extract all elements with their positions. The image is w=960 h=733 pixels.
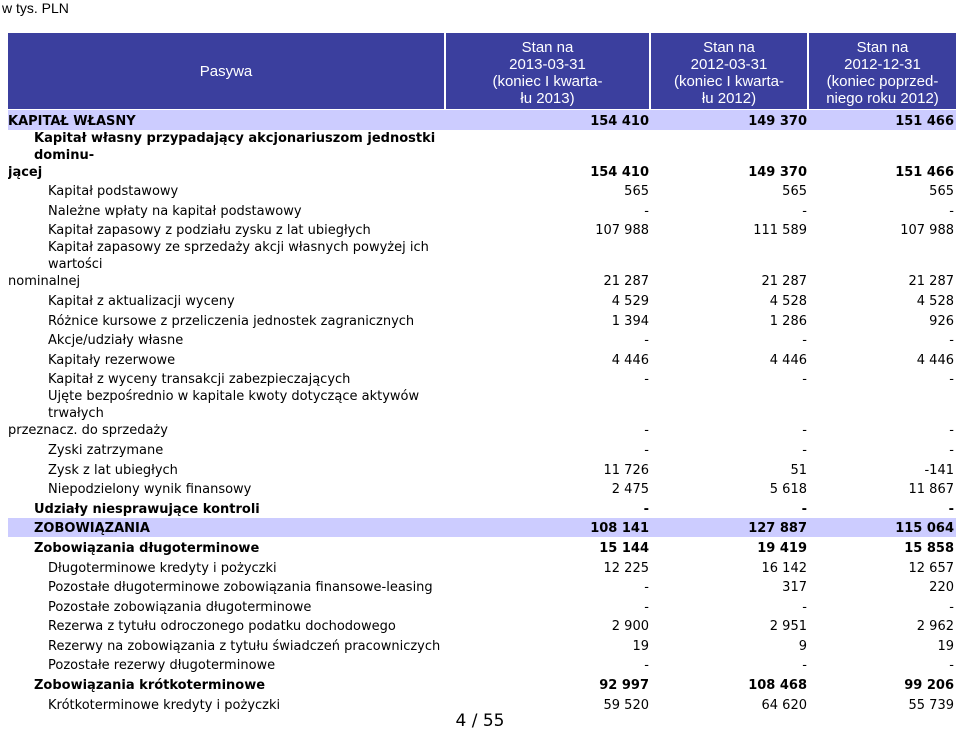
row-label: Kapitały rezerwowe (48, 352, 176, 368)
row-value: 92 997 (599, 678, 649, 694)
table-row (8, 557, 956, 577)
table-row (8, 200, 956, 220)
row-label: Kapitał podstawowy (48, 184, 179, 200)
header-col2-line: Stan na (703, 39, 755, 56)
row-value: 19 419 (757, 540, 807, 556)
row-value: 21 287 (603, 274, 649, 290)
row-value: - (644, 580, 649, 596)
row-value: 154 410 (590, 164, 649, 180)
row-label: Krótkoterminowe kredyty i pożyczki (48, 697, 281, 713)
row-value: - (949, 372, 954, 388)
table-row (8, 479, 956, 499)
row-value: 51 (790, 462, 807, 478)
row-label: Kapitał z aktualizacji wyceny (48, 293, 235, 309)
row-value: 107 988 (900, 223, 954, 239)
row-value: 4 528 (769, 293, 807, 309)
row-label: ZOBOWIĄZANIA (8, 518, 446, 538)
table-row (8, 674, 956, 694)
unit-label: w tys. PLN (2, 0, 69, 16)
header-col3-line: niego roku 2012) (826, 90, 939, 107)
row-label: Zobowiązania krótkoterminowe (34, 678, 266, 694)
row-value: - (949, 442, 954, 458)
row-value: - (644, 442, 649, 458)
row-value: 111 589 (753, 223, 807, 239)
table-row (8, 220, 956, 240)
row-label-line: Ujęte bezpośrednio w kapitale kwoty dotyczące aktywów trwałych (48, 389, 420, 422)
row-value: - (949, 203, 954, 219)
balance-table (8, 110, 956, 714)
table-row (8, 518, 956, 538)
table-row (8, 498, 956, 518)
row-value: 19 (632, 638, 649, 654)
row-value: 151 466 (809, 110, 956, 130)
row-value: 565 (782, 184, 807, 200)
row-value: - (948, 501, 954, 517)
row-label: Zobowiązania długoterminowe (34, 540, 260, 556)
row-label: Zysk z lat ubiegłych (48, 462, 178, 478)
table-row (8, 349, 956, 369)
row-value: 1 286 (769, 313, 807, 329)
table-row (8, 310, 956, 330)
header-col1-line: Stan na (521, 39, 574, 56)
row-value: - (644, 203, 649, 219)
row-label: Pozostałe zobowiązania długoterminowe (48, 599, 312, 615)
table-header (8, 33, 956, 109)
row-value: 59 520 (603, 697, 649, 713)
row-value: 154 410 (446, 110, 651, 130)
row-label-line: Kapitał zapasowy ze sprzedaży akcji własnych powyżej ich wartości (48, 240, 429, 273)
row-value: - (802, 423, 807, 439)
table-row (8, 596, 956, 616)
row-label: Długoterminowe kredyty i pożyczki (48, 560, 277, 576)
row-label (8, 130, 446, 181)
row-value: 21 287 (761, 274, 807, 290)
row-value: 12 657 (908, 560, 954, 576)
row-value: 15 858 (904, 540, 954, 556)
row-value: - (949, 599, 954, 615)
table-row (8, 110, 956, 130)
row-value: 108 141 (446, 518, 651, 538)
table-row (8, 439, 956, 459)
row-value: - (802, 203, 807, 219)
row-value: 4 528 (916, 293, 954, 309)
row-value: 317 (782, 580, 807, 596)
row-value: - (949, 423, 954, 439)
row-value: 16 142 (761, 560, 807, 576)
row-label: Rezerwy na zobowiązania z tytułu świadczeń pracowniczych (48, 638, 441, 654)
row-value: - (643, 501, 649, 517)
row-value: 4 446 (916, 352, 954, 368)
row-value: 565 (929, 184, 954, 200)
row-label: Akcje/udziały własne (48, 333, 184, 349)
balance-table-body (8, 110, 956, 714)
row-label-line: Kapitał własny przypadający akcjonariuszom jednostki dominu- (34, 130, 436, 163)
row-value: - (802, 599, 807, 615)
row-value: 149 370 (651, 110, 809, 130)
row-value: 115 064 (809, 518, 956, 538)
row-value: - (802, 442, 807, 458)
header-col3-line: (koniec poprzed- (826, 73, 939, 90)
row-value: - (644, 658, 649, 674)
table-row (8, 130, 956, 181)
row-value: 151 466 (895, 164, 954, 180)
row-value: 1 394 (611, 313, 649, 329)
row-value: 220 (929, 580, 954, 596)
row-label: Należne wpłaty na kapitał podstawowy (48, 203, 302, 219)
row-label-line: jącej (8, 164, 43, 180)
header-col3-line: Stan na (856, 39, 909, 56)
row-value: 11 726 (603, 462, 649, 478)
row-value: 2 962 (916, 619, 954, 635)
table-row (8, 290, 956, 310)
row-label: Różnice kursowe z przeliczenia jednostek zagranicznych (48, 313, 415, 329)
header-col2-line: (koniec I kwarta- (673, 73, 785, 90)
row-value: 2 951 (769, 619, 807, 635)
row-label: Pozostałe rezerwy długoterminowe (48, 658, 276, 674)
row-value: - (644, 372, 649, 388)
table-row (8, 330, 956, 350)
row-value: 5 618 (769, 482, 807, 498)
table-row (8, 537, 956, 557)
row-value: - (802, 658, 807, 674)
row-value: - (644, 599, 649, 615)
row-value: 4 529 (611, 293, 649, 309)
table-row (8, 655, 956, 675)
row-value: 64 620 (761, 697, 807, 713)
row-value: - (801, 501, 807, 517)
row-value: 108 468 (748, 678, 807, 694)
row-value: 2 475 (611, 482, 649, 498)
row-value: - (802, 333, 807, 349)
table-row (8, 616, 956, 636)
row-value: 4 446 (769, 352, 807, 368)
header-col3-line: 2012-12-31 (844, 56, 921, 73)
table-row (8, 388, 956, 439)
row-value: 19 (937, 638, 954, 654)
header-col2-line: 2012-03-31 (690, 56, 768, 73)
row-value: 565 (624, 184, 649, 200)
row-value: 11 867 (908, 482, 954, 498)
row-label-line: przeznacz. do sprzedaży (8, 423, 168, 439)
row-label: Niepodzielony wynik finansowy (48, 482, 252, 498)
row-value: 149 370 (748, 164, 807, 180)
table-row (8, 635, 956, 655)
header-col1-line: (koniec I kwarta- (492, 73, 603, 90)
row-label: Udziały niesprawujące kontroli (34, 501, 260, 517)
row-value: 12 225 (603, 560, 649, 576)
header-col1-line: łu 2013) (520, 90, 575, 107)
table-row (8, 459, 956, 479)
row-label: Kapitał zapasowy z podziału zysku z lat ubiegłych (48, 223, 371, 239)
header-col-2013-03-31 (446, 33, 651, 109)
table-row (8, 239, 956, 290)
row-value: 4 446 (611, 352, 649, 368)
row-label: Rezerwa z tytułu odroczonego podatku dochodowego (48, 619, 396, 635)
header-col2-line: łu 2012) (701, 90, 757, 107)
row-value: - (949, 658, 954, 674)
row-value: 2 900 (611, 619, 649, 635)
row-value: - (802, 372, 807, 388)
header-col-2012-03-31 (651, 33, 809, 109)
row-value: - (644, 333, 649, 349)
row-label: Pozostałe długoterminowe zobowiązania finansowe-leasing (48, 580, 433, 596)
row-value: - (949, 333, 954, 349)
header-col-2012-12-31 (809, 33, 956, 109)
row-value: 55 739 (908, 697, 954, 713)
row-value: 99 206 (904, 678, 954, 694)
row-label-line: nominalnej (8, 274, 81, 290)
row-label (8, 388, 446, 439)
table-row (8, 181, 956, 201)
row-value: 15 144 (599, 540, 649, 556)
row-value: -141 (924, 462, 954, 478)
table-row (8, 369, 956, 389)
row-value: 21 287 (908, 274, 954, 290)
row-value: - (644, 423, 649, 439)
row-value: 107 988 (595, 223, 649, 239)
row-label: Kapitał z wyceny transakcji zabezpieczających (48, 372, 351, 388)
row-label: Zyski zatrzymane (48, 442, 164, 458)
header-pasywa: Pasywa (8, 33, 446, 109)
table-row (8, 577, 956, 597)
row-value: 127 887 (651, 518, 809, 538)
row-value: 9 (798, 638, 807, 654)
header-col1-line: 2013-03-31 (509, 56, 586, 73)
row-label: KAPITAŁ WŁASNY (8, 110, 446, 130)
row-label (8, 239, 446, 290)
row-value: 926 (929, 313, 954, 329)
page-number: 4 / 55 (455, 711, 505, 731)
